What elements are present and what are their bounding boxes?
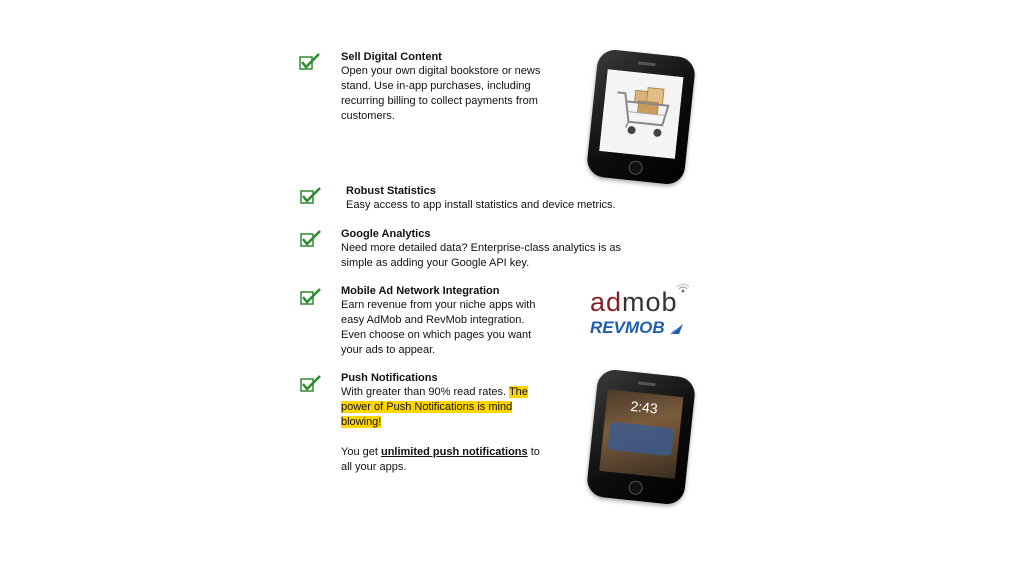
phone-shopping-cart-image bbox=[586, 48, 697, 186]
highlighted-text: power of Push Notifications is mind bbox=[341, 401, 513, 413]
feature-push-notifications bbox=[341, 371, 591, 475]
lock-time: 2:43 bbox=[629, 397, 659, 417]
description-line: Even choose on which pages you want bbox=[341, 329, 532, 341]
feature-robust-statistics bbox=[346, 184, 686, 213]
checkbox-check-icon bbox=[300, 187, 322, 204]
checkbox-check-icon bbox=[300, 375, 322, 392]
feature-description bbox=[341, 241, 681, 271]
checkbox-check-icon bbox=[300, 288, 322, 305]
revmob-logo bbox=[590, 318, 685, 338]
description-line: easy AdMob and RevMob integration. bbox=[341, 314, 525, 326]
checkbox-check-icon bbox=[299, 53, 321, 70]
description-line bbox=[341, 415, 591, 430]
plain-text: to bbox=[527, 446, 540, 458]
checkbox-check-icon bbox=[300, 230, 322, 247]
feature-title: Mobile Ad Network Integration bbox=[341, 285, 500, 297]
phone-speaker bbox=[637, 61, 655, 66]
description-line: your ads to appear. bbox=[341, 344, 436, 356]
description-line: stand. Use in-app purchases, including bbox=[341, 80, 531, 92]
phone-home-button bbox=[628, 160, 643, 175]
notification-popup bbox=[608, 422, 675, 457]
feature-description bbox=[346, 198, 686, 213]
plain-text: With greater than 90% read rates. bbox=[341, 386, 509, 398]
revmob-logo-text: REVMOB bbox=[590, 318, 665, 337]
description-line: Earn revenue from your niche apps with bbox=[341, 299, 536, 311]
highlighted-text: The bbox=[508, 386, 528, 398]
feature-title: Google Analytics bbox=[341, 228, 431, 240]
feature-google-analytics bbox=[341, 227, 681, 271]
phone-home-button bbox=[628, 480, 643, 495]
signal-waves-icon bbox=[676, 283, 690, 295]
description-line bbox=[341, 385, 591, 400]
description-line: Need more detailed data? Enterprise-class analytics is as bbox=[341, 242, 622, 254]
feature-description bbox=[341, 64, 581, 124]
admob-logo-mob: mob bbox=[622, 287, 678, 317]
admob-logo bbox=[590, 287, 678, 317]
admob-logo-ad: ad bbox=[590, 287, 623, 317]
feature-title: Push Notifications bbox=[341, 372, 438, 384]
description-line: Open your own digital bookstore or news bbox=[341, 65, 541, 77]
description-line: Easy access to app install statistics and device metrics. bbox=[346, 199, 616, 211]
feature-sell-digital-content bbox=[341, 50, 581, 124]
feature-description bbox=[341, 385, 591, 475]
feature-title: Robust Statistics bbox=[346, 185, 436, 197]
shopping-cart-icon bbox=[599, 69, 683, 158]
feature-mobile-ad-network bbox=[341, 284, 581, 358]
feature-title: Sell Digital Content bbox=[341, 51, 442, 63]
description-line: all your apps. bbox=[341, 461, 407, 473]
phone-speaker bbox=[637, 381, 655, 386]
phone-screen bbox=[599, 69, 683, 158]
phone-lockscreen-image bbox=[586, 368, 697, 506]
highlighted-text: blowing! bbox=[341, 416, 382, 428]
plain-text: You get bbox=[341, 446, 381, 458]
description-line: simple as adding your Google API key. bbox=[341, 257, 530, 269]
feature-description bbox=[341, 298, 581, 358]
description-line bbox=[341, 400, 591, 415]
description-line: recurring billing to collect payments from bbox=[341, 95, 538, 107]
spacer bbox=[341, 430, 591, 445]
phone-screen bbox=[599, 389, 683, 478]
description-line bbox=[341, 445, 591, 460]
rocket-icon bbox=[669, 322, 685, 336]
underlined-text: unlimited push notifications bbox=[380, 446, 528, 458]
description-line: customers. bbox=[341, 110, 395, 122]
